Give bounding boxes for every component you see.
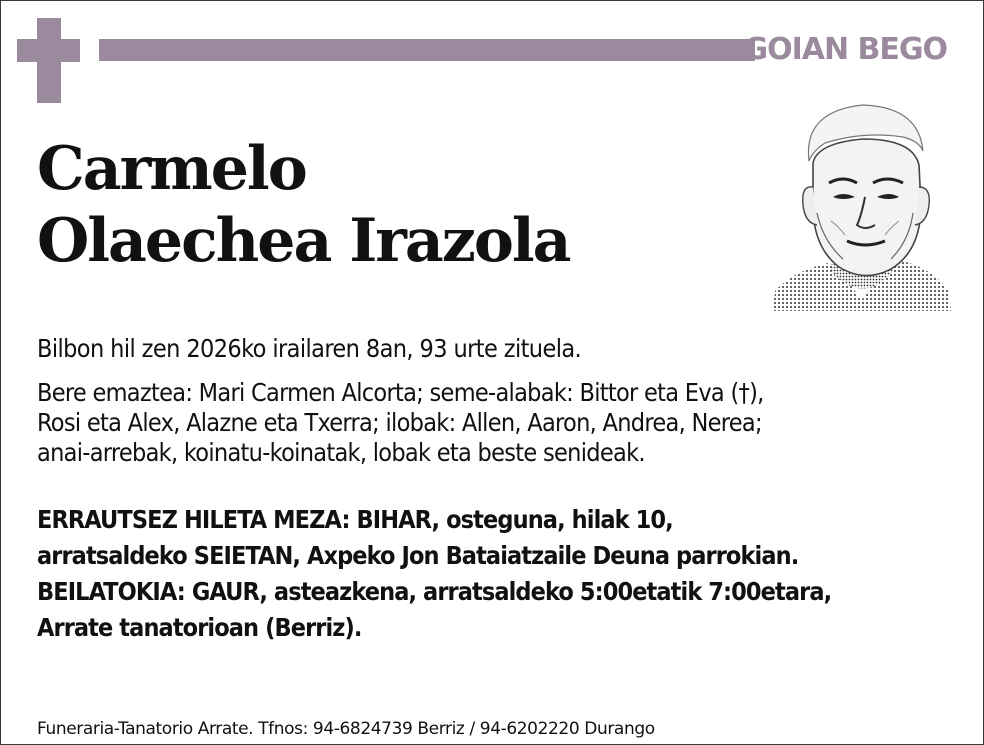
- surnames: Olaechea Irazola: [37, 206, 570, 276]
- funeral-line: BEILATOKIA: GAUR, asteazkena, arratsaldeko 5:00etatik 7:00etara,: [37, 577, 832, 606]
- death-notice: Bilbon hil zen 2026ko irailaren 8an, 93 urte zituela.: [37, 334, 582, 363]
- cross-icon-arm: [17, 39, 80, 62]
- funeral-home-contact: Funeraria-Tanatorio Arrate. Tfnos: 94-6824739 Berriz / 94-6202220 Durango: [37, 719, 655, 739]
- funeral-line: ERRAUTSEZ HILETA MEZA: BIHAR, osteguna, hilak 10,: [37, 505, 673, 534]
- funeral-line: arratsaldeko SEIETAN, Axpeko Jon Bataiatzaile Deuna parrokian.: [37, 541, 799, 570]
- family-list: [37, 378, 967, 468]
- header-label: GOIAN BEGO: [743, 32, 947, 67]
- portrait-photo: [773, 101, 951, 311]
- funeral-line: Arrate tanatorioan (Berriz).: [37, 613, 362, 642]
- first-name: Carmelo: [37, 134, 306, 204]
- family-line: Bere emaztea: Mari Carmen Alcorta; seme-alabak: Bittor eta Eva (†),: [37, 378, 764, 407]
- family-line: anai-arrebak, koinatu-koinatak, lobak eta beste senideak.: [37, 438, 645, 467]
- deceased-name: [37, 133, 757, 277]
- header-bar: [99, 39, 755, 61]
- funeral-details: [37, 502, 967, 646]
- family-line: Rosi eta Alex, Alazne eta Txerra; ilobak: Allen, Aaron, Andrea, Nerea;: [37, 408, 762, 437]
